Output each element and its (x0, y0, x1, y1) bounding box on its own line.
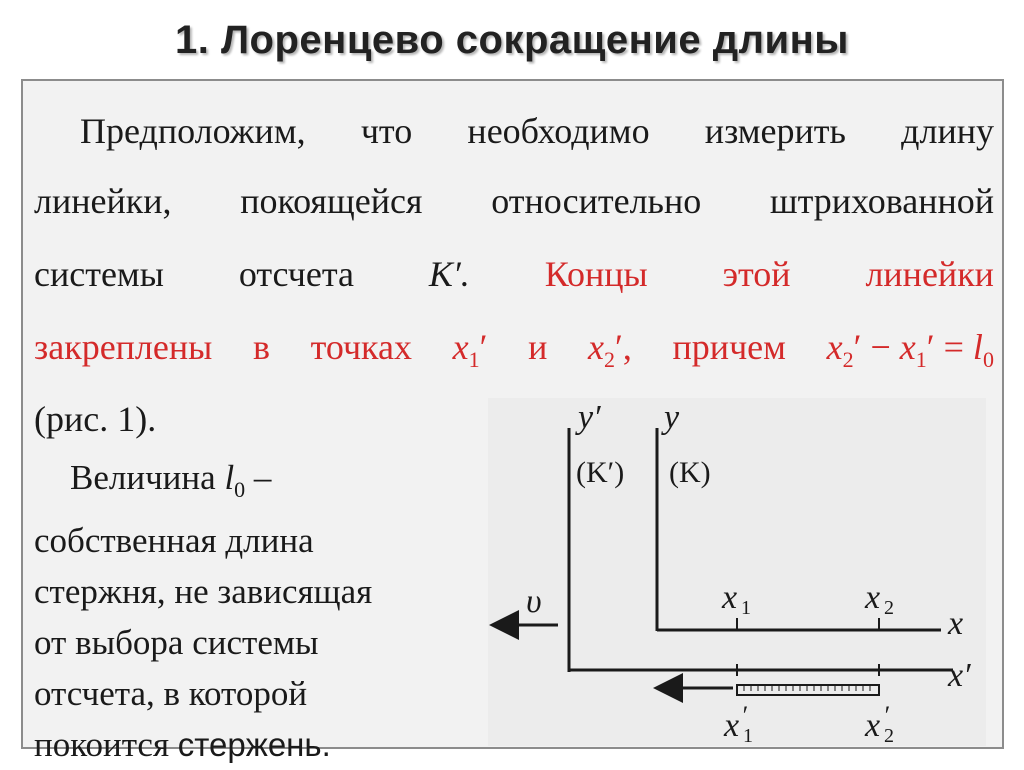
word: системы (34, 254, 164, 294)
formula-x2-prime: $x_2'$, (588, 327, 632, 372)
word: закреплены (34, 327, 213, 367)
word: Предположим, (80, 111, 306, 151)
side-line-3: стержня, не зависящая (34, 572, 373, 611)
word: необходимо (467, 111, 650, 151)
svg-text:x: x (865, 579, 881, 616)
word: линейки (865, 254, 994, 294)
svg-text:2: 2 (884, 597, 894, 619)
frame-symbol: K′. (428, 254, 470, 294)
word: и (528, 327, 548, 367)
word: что (360, 111, 413, 151)
svg-text:′: ′ (741, 701, 747, 730)
word: относительно (491, 181, 702, 221)
figure-reference: (рис. 1). (34, 399, 157, 439)
paragraph-line-3 (34, 253, 994, 295)
side-line-5: отсчета, в которой (34, 674, 308, 713)
slide-title: 1. Лоренцево сокращение длины (175, 18, 849, 62)
velocity-label: υ (526, 583, 542, 620)
formula-length: $x_2' - x_1' = l_0$ (826, 327, 994, 372)
word: длину (901, 111, 994, 151)
word: причем (672, 327, 786, 367)
word: измерить (704, 111, 846, 151)
word: в (252, 327, 270, 367)
word: линейки, (34, 181, 172, 221)
side-line-2: собственная длина (34, 521, 314, 560)
word: точках (310, 327, 412, 367)
word: покоящейся (240, 181, 423, 221)
side-line-1: Величина $l_0$ – (70, 458, 272, 502)
side-line-6: покоится стержень. (34, 725, 331, 764)
y-prime-label: y′ (578, 399, 601, 436)
svg-text:x: x (722, 579, 738, 616)
x-prime-label: x′ (948, 657, 971, 694)
formula-x1-prime: $x_1'$ (452, 327, 488, 372)
word: этой (722, 254, 791, 294)
svg-text:′: ′ (883, 701, 889, 730)
paragraph-line-4 (34, 326, 994, 373)
svg-text:1: 1 (741, 597, 751, 619)
y-label: y (664, 399, 680, 436)
word: штрихованной (769, 181, 994, 221)
side-text (34, 452, 474, 770)
word: Концы (544, 254, 648, 294)
side-line-4: от выбора системы (34, 623, 319, 662)
svg-text:1: 1 (743, 725, 753, 746)
x-label: x (948, 605, 964, 642)
svg-text:x: x (865, 707, 881, 744)
reference-frames-figure (488, 398, 986, 746)
svg-text:2: 2 (884, 725, 894, 746)
paragraph-line-2 (34, 180, 994, 222)
paragraph-line-1 (80, 110, 994, 152)
k-label: (K) (669, 456, 711, 489)
k-prime-label: (K′) (576, 456, 625, 489)
svg-text:x: x (724, 707, 740, 744)
word: отсчета (238, 254, 355, 294)
